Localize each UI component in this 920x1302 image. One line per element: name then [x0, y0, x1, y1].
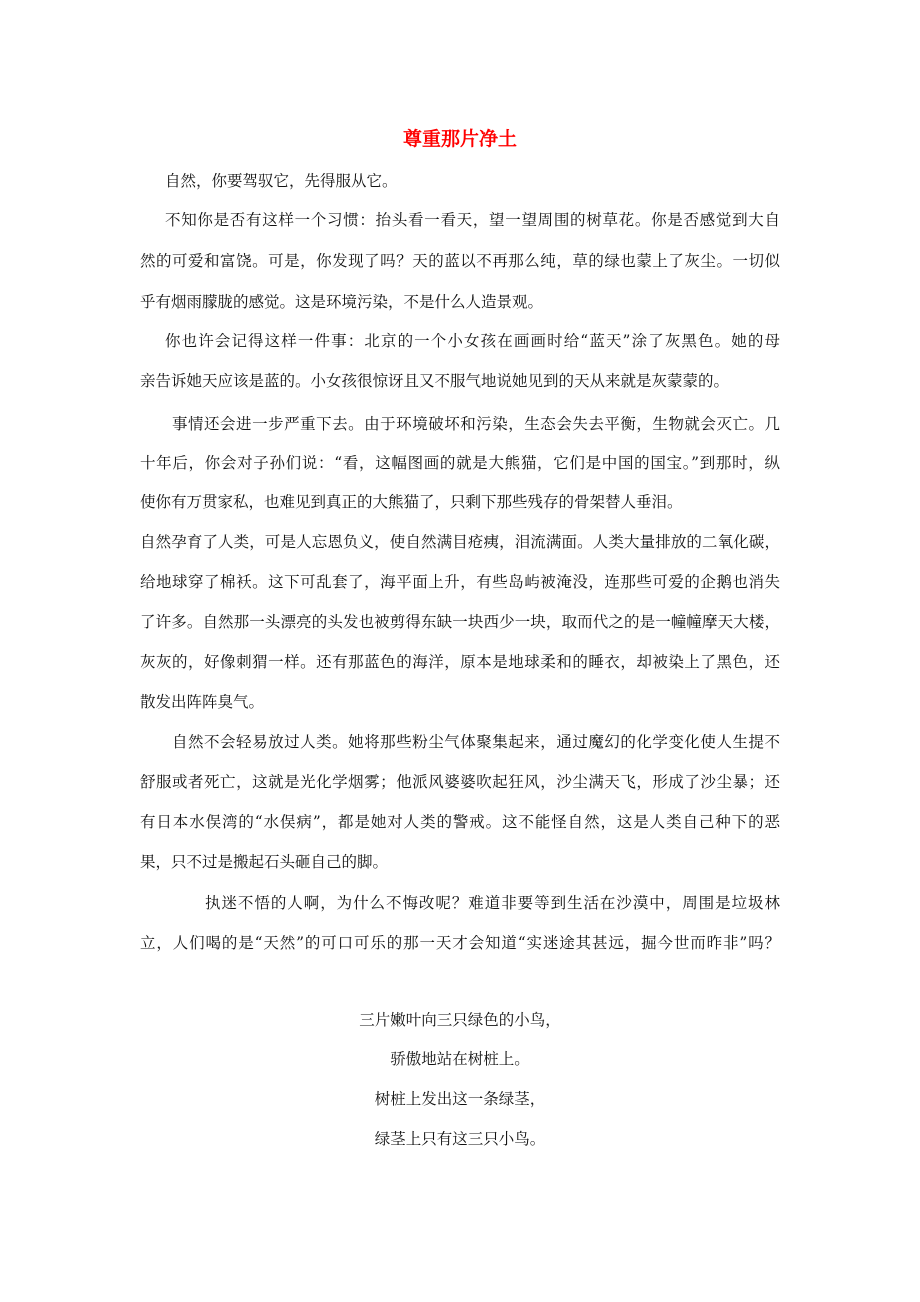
paragraph-line: 给地球穿了棉袄。这下可乱套了，海平面上升，有些岛屿被淹没，连那些可爱的企鹅也消失 [140, 573, 780, 591]
poem-line: 骄傲地站在树桩上。 [390, 1050, 530, 1068]
paragraph-line: 舒服或者死亡，这就是光化学烟雾；他派风婆婆吹起狂风，沙尘满天飞，形成了沙尘暴；还 [140, 773, 780, 791]
paragraph-line: 有日本水俣湾的“水俣病”，都是她对人类的警戒。这不能怪自然，这是人类自己种下的恶 [140, 813, 780, 831]
paragraph-line: 然的可爱和富饶。可是，你发现了吗？天的蓝以不再那么纯，草的绿也蒙上了灰尘。一切似 [140, 252, 780, 270]
poem-line: 绿茎上只有这三只小鸟。 [374, 1130, 546, 1148]
paragraph-line: 灰灰的，好像刺猬一样。还有那蓝色的海洋，原本是地球柔和的睡衣，却被染上了黑色，还 [140, 653, 780, 671]
poem-line: 树桩上发出这一条绿茎， [374, 1090, 546, 1108]
paragraph-line: 不知你是否有这样一个习惯：抬头看一看天，望一望周围的树草花。你是否感觉到大自 [165, 211, 780, 229]
paragraph-line: 执迷不悟的人啊，为什么不悔改呢？难道非要等到生活在沙漠中，周围是垃圾林 [205, 894, 780, 912]
paragraph-line: 散发出阵阵臭气。 [140, 693, 265, 711]
paragraph-line: 了许多。自然那一头漂亮的头发也被剪得东缺一块西少一块，取而代之的是一幢幢摩天大楼， [140, 613, 780, 631]
paragraph-line: 自然不会轻易放过人类。她将那些粉尘气体聚集起来，通过魔幻的化学变化使人生提不 [172, 733, 780, 751]
paragraph-line: 亲告诉她天应该是蓝的。小女孩很惊讶且又不服气地说她见到的天从来就是灰蒙蒙的。 [140, 372, 730, 390]
paragraph-line: 自然孕育了人类，可是人忘恩负义，使自然满目疮痍，泪流满面。人类大量排放的二氧化碳， [140, 533, 780, 551]
poem-line: 三片嫩叶向三只绿色的小鸟， [359, 1011, 561, 1029]
paragraph-line: 乎有烟雨朦胧的感觉。这是环境污染，不是什么人造景观。 [140, 293, 544, 311]
document-title: 尊重那片净土 [402, 128, 517, 150]
paragraph-line: 事情还会进一步严重下去。由于环境破坏和污染，生态会失去平衡，生物就会灭亡。几 [172, 415, 780, 433]
paragraph-line: 果，只不过是搬起石头砸自己的脚。 [140, 853, 389, 871]
paragraph-line: 你也许会记得这样一件事：北京的一个小女孩在画画时给“蓝天”涂了灰黑色。她的母 [165, 332, 780, 350]
paragraph-line: 立，人们喝的是“天然”的可口可乐的那一天才会知道“实迷途其甚远，掘今世而昨非”吗？ [140, 934, 780, 952]
paragraph-line: 十年后，你会对子孙们说：“看，这幅图画的就是大熊猫，它们是中国的国宝。”到那时，纵 [140, 454, 780, 472]
paragraph-line: 使你有万贯家私，也难见到真正的大熊猫了，只剩下那些残存的骨架替人垂泪。 [140, 493, 683, 511]
paragraph-line: 自然，你要驾驭它，先得服从它。 [165, 172, 398, 190]
